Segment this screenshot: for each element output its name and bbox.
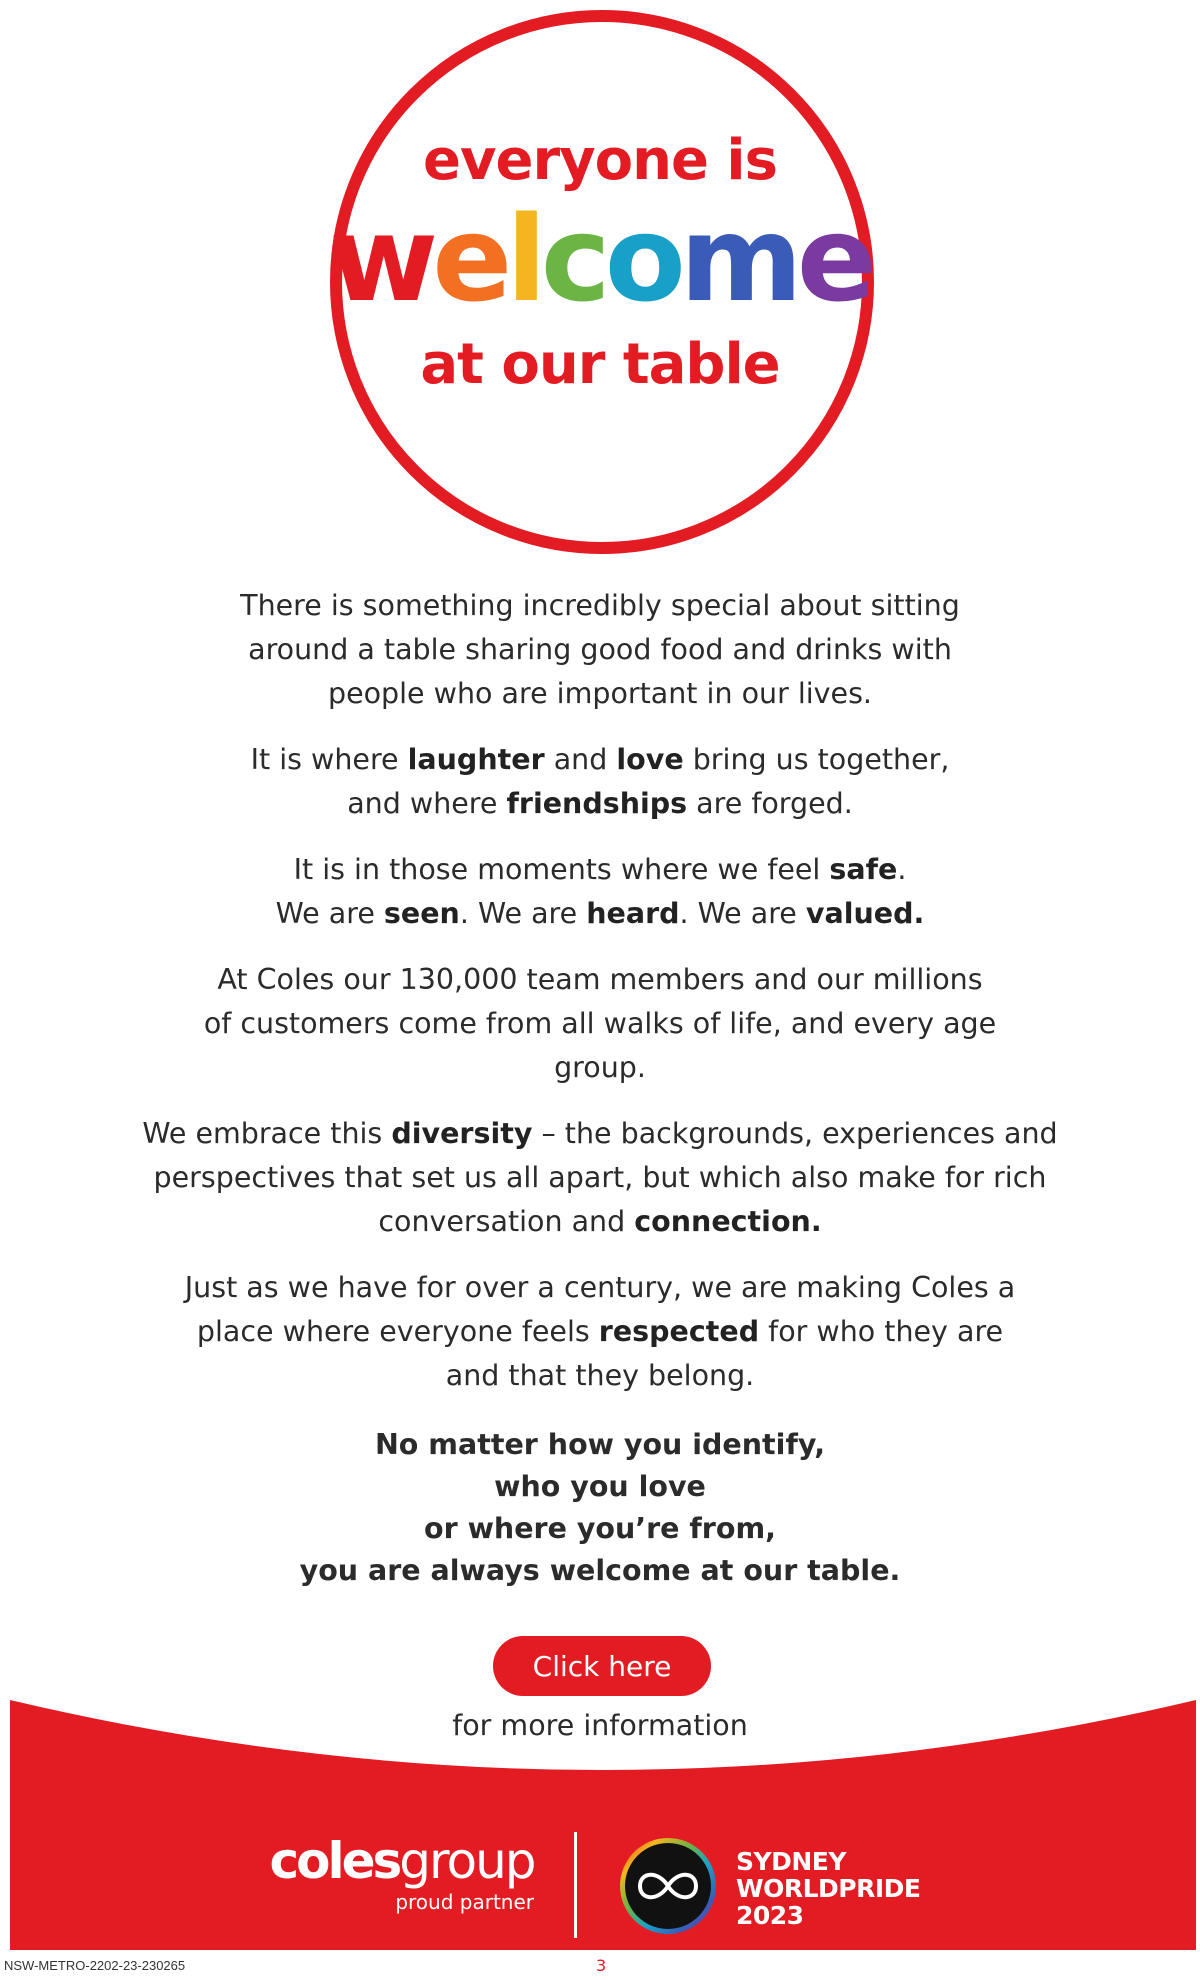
emphasis-safe: safe	[829, 853, 898, 886]
paragraph-3: It is in those moments where we feel safe. We are seen. We are heard. We are valued.	[275, 853, 925, 930]
worldpride-text: SYDNEY WORLDPRIDE 2023	[736, 1847, 921, 1930]
worldpride-emblem-icon	[618, 1836, 718, 1936]
emphasis-friendships: friendships	[506, 787, 688, 820]
welcome-letter: w	[329, 190, 433, 328]
body-copy	[100, 584, 1100, 1614]
paragraph-4: At Coles our 130,000 team members and our millions of customers come from all walks of life, and every age group.	[203, 963, 997, 1084]
welcome-letter: o	[604, 190, 680, 328]
paragraph-2: It is where laughter and love bring us together, and where friendships are forged.	[250, 743, 950, 820]
emphasis-respected: respected	[598, 1315, 760, 1348]
emphasis-love: love	[616, 743, 684, 776]
welcome-letter: e	[432, 190, 507, 328]
welcome-letter: c	[540, 190, 605, 328]
coles-group-logo: colesgroup proud partner	[262, 1836, 542, 1914]
paragraph-6: Just as we have for over a century, we are making Coles a place where everyone feels respected for who they are and that they belong.	[184, 1271, 1016, 1392]
click-here-button[interactable]: Click here	[493, 1636, 711, 1696]
coles-tagline: proud partner	[395, 1890, 534, 1914]
page-number: 3	[596, 1956, 607, 1975]
emphasis-heard: heard	[586, 897, 680, 930]
welcome-letter: m	[679, 190, 797, 328]
welcome-letter: l	[506, 190, 541, 328]
paragraph-5: We embrace this diversity – the backgrounds, experiences and perspectives that set us all apart, but which also make for rich conversation and connection.	[142, 1117, 1058, 1238]
emphasis-connection: connection.	[634, 1205, 822, 1238]
paragraph-1: There is something incredibly special about sitting around a table sharing good food and drinks with people who are important in our lives.	[240, 589, 960, 710]
more-info-text: for more information	[452, 1709, 748, 1742]
hero-welcome-word	[0, 190, 1200, 328]
welcome-letter: e	[796, 190, 871, 328]
hero-line-bottom: at our table	[420, 332, 780, 397]
emphasis-valued: valued.	[805, 897, 925, 930]
footer-divider	[574, 1832, 577, 1938]
hero-line-top: everyone is	[423, 128, 777, 193]
closing-statement: No matter how you identify, who you love or where you’re from, you are always welcome at our table.	[299, 1428, 901, 1587]
emphasis-seen: seen	[383, 897, 460, 930]
emphasis-laughter: laughter	[407, 743, 545, 776]
document-code: NSW-METRO-2202-23-230265	[4, 1958, 186, 1973]
emphasis-diversity: diversity	[391, 1117, 533, 1150]
